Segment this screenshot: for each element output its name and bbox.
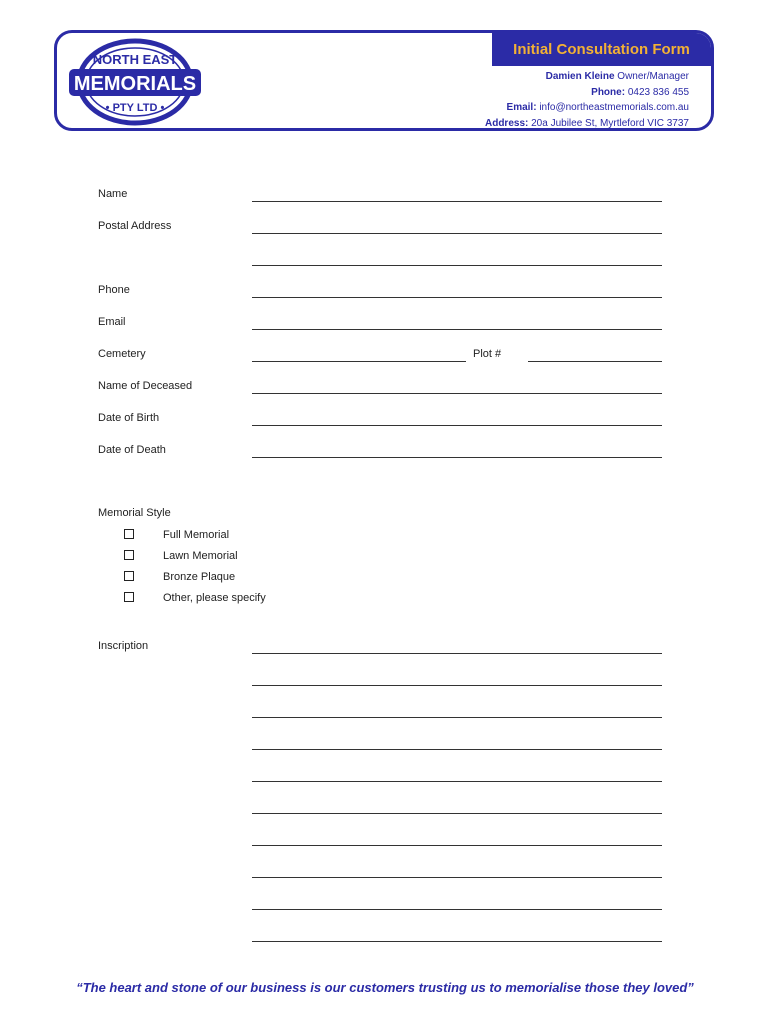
checkbox[interactable] xyxy=(124,571,134,581)
inscription-line-2[interactable] xyxy=(252,685,662,686)
email-label: Email: xyxy=(506,102,537,113)
email-line xyxy=(485,100,689,116)
contact-details xyxy=(485,69,689,131)
logo-main-text: MEMORIALS xyxy=(73,73,197,95)
memorial-style-title: Memorial Style xyxy=(98,507,171,519)
option-full-memorial[interactable] xyxy=(124,529,229,541)
postal-address-label: Postal Address xyxy=(98,220,172,232)
inscription-line-4[interactable] xyxy=(252,749,662,750)
name-field[interactable] xyxy=(252,201,662,202)
date-of-death-label: Date of Death xyxy=(98,444,166,456)
date-of-birth-label: Date of Birth xyxy=(98,412,160,424)
option-label: Other, please specify xyxy=(163,592,266,604)
name-label: Name xyxy=(98,188,128,200)
address-line xyxy=(485,116,689,132)
inscription-line-1[interactable] xyxy=(252,653,662,654)
email-value: info@northeastmemorials.com.au xyxy=(539,102,689,113)
deceased-name-label: Name of Deceased xyxy=(98,380,193,392)
form-title: Initial Consultation Form xyxy=(492,33,711,66)
inscription-line-6[interactable] xyxy=(252,813,662,814)
owner-line xyxy=(485,69,689,85)
inscription-line-3[interactable] xyxy=(252,717,662,718)
inscription-line-9[interactable] xyxy=(252,909,662,910)
phone-line xyxy=(485,85,689,101)
option-bronze-plaque[interactable] xyxy=(124,571,235,583)
inscription-line-10[interactable] xyxy=(252,941,662,942)
phone-value: 0423 836 455 xyxy=(627,86,689,98)
inscription-label: Inscription xyxy=(98,640,149,652)
footer-quote: “The heart and stone of our business is our customers trusting us to memorialise those they loved” xyxy=(76,980,694,995)
option-label: Bronze Plaque xyxy=(163,571,236,583)
option-label: Lawn Memorial xyxy=(163,550,238,562)
date-of-birth-field[interactable] xyxy=(252,425,662,426)
address-label: Address: xyxy=(484,117,529,129)
deceased-name-field[interactable] xyxy=(252,393,662,394)
company-logo xyxy=(63,37,203,127)
inscription-line-5[interactable] xyxy=(252,781,662,782)
option-lawn-memorial[interactable] xyxy=(124,550,238,562)
owner-name: Damien Kleine xyxy=(545,71,615,82)
checkbox[interactable] xyxy=(124,550,134,560)
checkbox[interactable] xyxy=(124,592,134,602)
plot-field[interactable] xyxy=(528,361,662,362)
address-value: 20a Jubilee St, Myrtleford VIC 3737 xyxy=(531,117,689,129)
date-of-death-field[interactable] xyxy=(252,457,662,458)
postal-address-field-2[interactable] xyxy=(252,265,662,266)
postal-address-field-1[interactable] xyxy=(252,233,662,234)
cemetery-field[interactable] xyxy=(252,361,466,362)
inscription-line-7[interactable] xyxy=(252,845,662,846)
phone-label-field: Phone xyxy=(98,284,130,296)
phone-field[interactable] xyxy=(252,297,662,298)
cemetery-label: Cemetery xyxy=(98,348,146,360)
inscription-line-8[interactable] xyxy=(252,877,662,878)
option-other[interactable] xyxy=(124,592,266,604)
checkbox[interactable] xyxy=(124,529,134,539)
logo-top-text: NORTH EAST xyxy=(92,52,178,67)
phone-label: Phone: xyxy=(591,86,626,98)
owner-role: Owner/Manager xyxy=(617,71,689,82)
option-label: Full Memorial xyxy=(163,529,230,541)
letterhead xyxy=(54,30,714,131)
plot-label: Plot # xyxy=(473,348,502,360)
email-field[interactable] xyxy=(252,329,662,330)
email-label-field: Email xyxy=(98,316,126,328)
logo-bottom-text: • PTY LTD • xyxy=(105,102,165,114)
